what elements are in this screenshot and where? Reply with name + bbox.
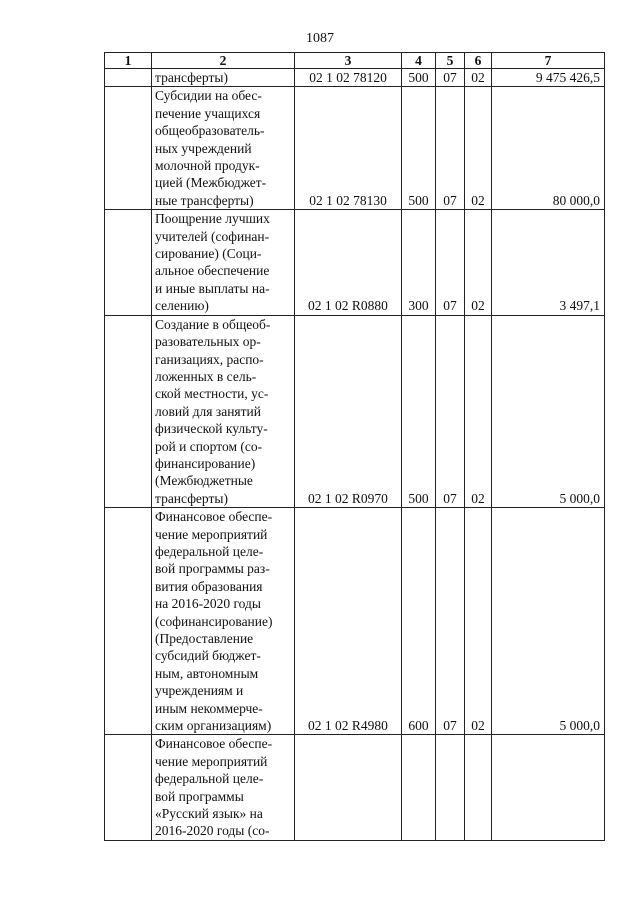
description-line: вития образования xyxy=(155,578,263,594)
row-description-cell xyxy=(152,315,295,507)
header-cell-5: 5 xyxy=(436,53,465,69)
row-amount-cell: 5 000,0 xyxy=(492,508,605,735)
header-cell-3: 3 xyxy=(295,53,402,69)
row-type-cell xyxy=(402,735,436,840)
row-index-cell xyxy=(105,508,152,735)
row-section-cell: 07 xyxy=(436,315,465,507)
header-cell-6: 6 xyxy=(465,53,492,69)
description-line: «Русский язык» на xyxy=(155,806,263,822)
row-index-cell xyxy=(105,87,152,210)
row-subsection-cell: 02 xyxy=(465,315,492,507)
row-section-cell: 07 xyxy=(436,87,465,210)
row-description-cell xyxy=(152,210,295,315)
row-section-cell: 07 xyxy=(436,508,465,735)
row-type-cell: 600 xyxy=(402,508,436,735)
row-type-cell: 300 xyxy=(402,210,436,315)
description-line: ложенных в сель- xyxy=(155,368,257,384)
header-cell-1: 1 xyxy=(105,53,152,69)
row-description-cell xyxy=(152,87,295,210)
description-line: чение мероприятий xyxy=(155,526,268,542)
description-line: ным, автономным xyxy=(155,665,259,681)
row-index-cell xyxy=(105,735,152,840)
description-line: Финансовое обеспе- xyxy=(155,509,273,525)
description-line: печение учащихся xyxy=(155,105,261,121)
description-line: трансферты) xyxy=(155,490,228,506)
row-type-cell: 500 xyxy=(402,87,436,210)
row-code-cell: 02 1 02 78120 xyxy=(295,69,402,87)
description-line: ской местности, ус- xyxy=(155,386,269,402)
description-line: альное обеспечение xyxy=(155,263,270,279)
description-line: Создание в общеоб- xyxy=(155,316,271,332)
header-cell-7: 7 xyxy=(492,53,605,69)
description-line: чение мероприятий xyxy=(155,753,268,769)
description-line: на 2016-2020 годы xyxy=(155,596,261,612)
description-line: и иные выплаты на- xyxy=(155,280,270,296)
description-line: сирование) (Соци- xyxy=(155,246,262,262)
header-cell-4: 4 xyxy=(402,53,436,69)
description-line: ных учреждений xyxy=(155,140,252,156)
description-line: цией (Межбюджет- xyxy=(155,175,267,191)
description-line: разовательных ор- xyxy=(155,334,261,350)
description-line: субсидий бюджет- xyxy=(155,648,261,664)
description-line: иным некоммерче- xyxy=(155,700,263,716)
description-line: Поощрение лучших xyxy=(155,211,270,227)
row-code-cell: 02 1 02 R0880 xyxy=(295,210,402,315)
description-line: Субсидии на обес- xyxy=(155,88,262,104)
description-line: (Межбюджетные xyxy=(155,473,253,489)
row-description-cell xyxy=(152,735,295,840)
description-line: ским организациям) xyxy=(155,718,272,734)
description-line: физической культу- xyxy=(155,421,268,437)
header-cell-2: 2 xyxy=(152,53,295,69)
row-subsection-cell: 02 xyxy=(465,87,492,210)
description-line: учителей (софинан- xyxy=(155,228,270,244)
row-subsection-cell: 02 xyxy=(465,210,492,315)
row-type-cell: 500 xyxy=(402,69,436,87)
page-number: 1087 xyxy=(306,31,334,46)
description-line: рой и спортом (со- xyxy=(155,438,263,454)
description-line: финансирование) xyxy=(155,455,256,471)
description-line: федеральной целе- xyxy=(155,771,264,787)
table-row xyxy=(105,315,605,507)
row-code-cell xyxy=(295,735,402,840)
row-type-cell: 500 xyxy=(402,315,436,507)
row-code-cell: 02 1 02 R4980 xyxy=(295,508,402,735)
row-index-cell xyxy=(105,69,152,87)
header-row xyxy=(105,53,605,69)
description-line: Финансовое обеспе- xyxy=(155,736,273,752)
row-index-cell xyxy=(105,315,152,507)
description-line: общеобразователь- xyxy=(155,123,265,139)
row-description-cell xyxy=(152,508,295,735)
description-line: ловий для занятий xyxy=(155,403,261,419)
table-row xyxy=(105,735,605,840)
description-line: 2016-2020 годы (со- xyxy=(155,823,270,839)
row-section-cell xyxy=(436,735,465,840)
table-body xyxy=(105,69,605,841)
row-amount-cell: 80 000,0 xyxy=(492,87,605,210)
row-subsection-cell: 02 xyxy=(465,69,492,87)
description-line: вой программы раз- xyxy=(155,561,270,577)
row-description-cell xyxy=(152,69,295,87)
row-amount-cell xyxy=(492,735,605,840)
description-line: молочной продук- xyxy=(155,158,260,174)
row-amount-cell: 5 000,0 xyxy=(492,315,605,507)
row-amount-cell: 3 497,1 xyxy=(492,210,605,315)
row-amount-cell: 9 475 426,5 xyxy=(492,69,605,87)
row-index-cell xyxy=(105,210,152,315)
description-line: учреждениям и xyxy=(155,683,244,699)
description-line: (Предоставление xyxy=(155,631,254,646)
row-subsection-cell xyxy=(465,735,492,840)
description-line: трансферты) xyxy=(155,70,228,85)
row-code-cell: 02 1 02 78130 xyxy=(295,87,402,210)
table-row xyxy=(105,210,605,315)
table-row xyxy=(105,69,605,87)
row-subsection-cell: 02 xyxy=(465,508,492,735)
table-row xyxy=(105,87,605,210)
description-line: ные трансферты) xyxy=(155,192,254,208)
row-code-cell: 02 1 02 R0970 xyxy=(295,315,402,507)
description-line: ганизациях, распо- xyxy=(155,351,264,367)
description-line: селению) xyxy=(155,298,209,314)
table-row xyxy=(105,508,605,735)
description-line: федеральной целе- xyxy=(155,543,264,559)
description-line: вой программы xyxy=(155,788,244,804)
row-section-cell: 07 xyxy=(436,210,465,315)
row-section-cell: 07 xyxy=(436,69,465,87)
budget-table xyxy=(104,52,605,841)
description-line: (софинансирование) xyxy=(155,613,273,629)
